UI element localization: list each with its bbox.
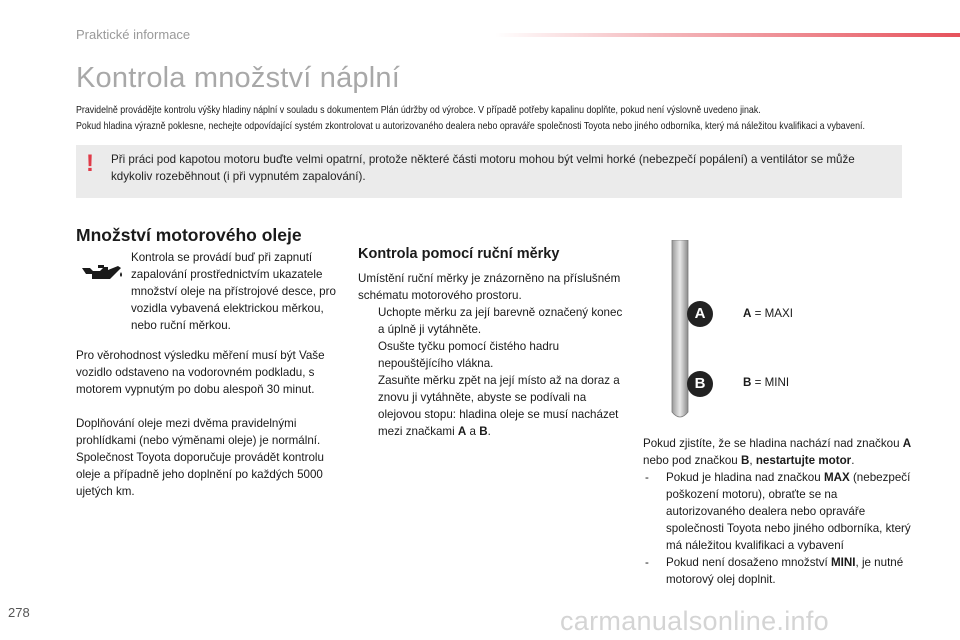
dipstick-illustration bbox=[670, 240, 690, 427]
dipstick-check-heading: Kontrola pomocí ruční měrky bbox=[358, 246, 560, 262]
dipstick-step-3: Zasuňte měrku zpět na její místo až na doraz a znovu ji vytáhněte, abyste se podívali na olejovou stopu: hladina oleje se musí nacházet mezi značkami A a B. bbox=[378, 374, 620, 438]
dash-marker: - bbox=[645, 556, 649, 569]
dash-marker: - bbox=[645, 471, 649, 484]
oil-quantity-heading: Množství motorového oleje bbox=[76, 225, 302, 245]
oil-above-max-text: Pokud je hladina nad značkou MAX (nebezpečí poškození motoru), obraťte se na autorizovaného dealera nebo opraváře společnosti Toyota nebo jiného odborníka, který má náležitou kvalifikaci a vybavení bbox=[666, 471, 911, 552]
list-item bbox=[358, 304, 623, 338]
oil-topup-interval-text: Doplňování oleje mezi dvěma pravidelnými prohlídkami (nebo výměnami oleje) je normální. Společnost Toyota doporučuje provádět kontrolu oleje a případně jeho doplnění po každých 5000 ujetých km. bbox=[76, 417, 324, 498]
intro-text bbox=[76, 103, 865, 135]
oil-below-min-text: Pokud není dosaženo množství MINI, je nutné motorový olej doplnit. bbox=[666, 556, 904, 586]
mark-b-badge: B bbox=[687, 371, 713, 397]
list-item bbox=[358, 372, 623, 440]
watermark: carmanualsonline.info bbox=[560, 606, 829, 636]
page-title: Kontrola množství náplní bbox=[76, 62, 400, 94]
list-item bbox=[643, 554, 913, 588]
warning-text: Při práci pod kapotou motoru buďte velmi opatrní, protože některé části motoru mohou být velmi horké (nebezpečí popálení) a ventilátor se může kdykoliv rozeběhnout (i při vypnutém zapalování). bbox=[111, 153, 855, 183]
mark-b-label: B = MINI bbox=[743, 376, 790, 389]
header-accent-bar bbox=[495, 33, 960, 37]
list-item bbox=[643, 469, 913, 554]
dipstick-location-text: Umístění ruční měrky je znázorněno na příslušném schématu motorového prostoru. bbox=[358, 272, 621, 302]
oil-level-cases-list bbox=[643, 469, 913, 588]
warning-icon: ! bbox=[86, 150, 94, 177]
list-item bbox=[358, 338, 623, 372]
oil-can-icon bbox=[80, 262, 124, 289]
oil-check-methods-text: Kontrola se provádí buď při zapnutí zapalování prostřednictvím ukazatele množství oleje na přístrojové desce, pro vozidla vybavená elektrickou měrkou, nebo ruční měrkou. bbox=[131, 251, 336, 332]
oil-level-actions bbox=[643, 435, 913, 588]
dipstick-steps-list bbox=[358, 304, 623, 440]
page-number: 278 bbox=[8, 605, 30, 620]
dipstick-instructions bbox=[358, 270, 623, 440]
dipstick-step-2: Osušte tyčku pomocí čistého hadru nepouštějícího vlákna. bbox=[378, 340, 560, 370]
mark-a-badge: A bbox=[687, 301, 713, 327]
oil-measurement-conditions-text: Pro věrohodnost výsledku měření musí být Vaše vozidlo odstaveno na vodorovném podkladu, s motorem vypnutým po dobu alespoň 30 minut. bbox=[76, 349, 325, 396]
intro-line-1: Pravidelně provádějte kontrolu výšky hladiny náplní v souladu s dokumentem Plán údržby od výrobce. V případě potřeby kapalinu doplňte, pokud není výslovně uvedeno jinak. bbox=[76, 105, 761, 116]
oil-level-warning-text: Pokud zjistíte, že se hladina nachází nad značkou A nebo pod značkou B, nestartujte motor. bbox=[643, 437, 912, 467]
intro-line-2: Pokud hladina výrazně poklesne, nechejte odpovídající systém zkontrolovat u autorizovaného dealera nebo opraváře společnosti Toyota nebo jiného odborníka, který má náležitou kvalifikaci a vybavení. bbox=[76, 121, 865, 132]
mark-a-label: A = MAXI bbox=[743, 307, 793, 320]
dipstick-step-1: Uchopte měrku za její barevně označený konec a úplně ji vytáhněte. bbox=[378, 306, 623, 336]
section-label: Praktické informace bbox=[76, 27, 191, 42]
